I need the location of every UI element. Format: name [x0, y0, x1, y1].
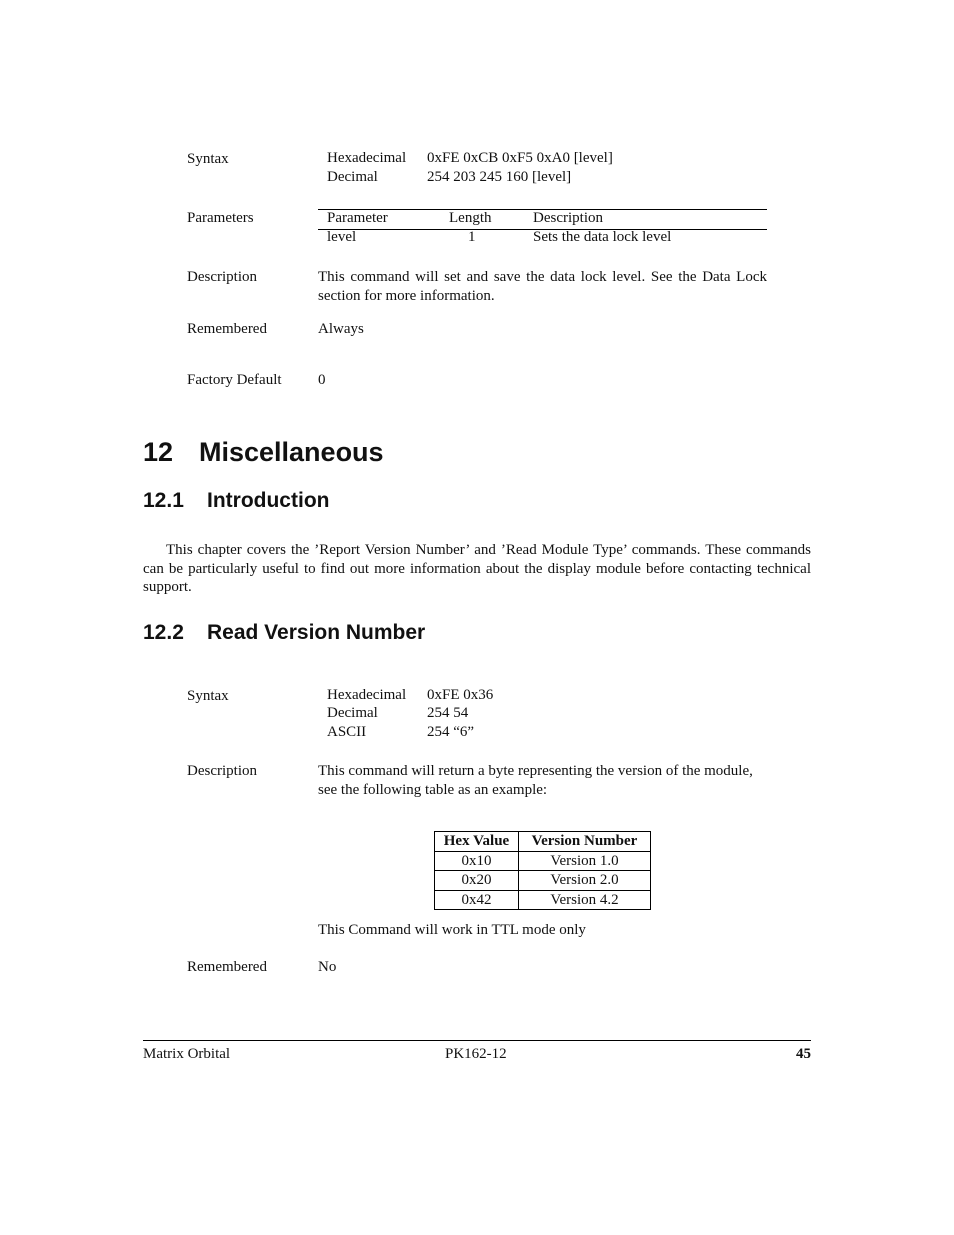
table-cell-version: Version 2.0 [518, 871, 650, 891]
version-table-header-hex: Hex Value [435, 832, 519, 852]
description-label: Description [187, 269, 257, 285]
param-header-length: Length [449, 210, 492, 226]
footer-center: PK162-12 [445, 1046, 507, 1062]
rv-syntax-format-ascii: ASCII [327, 724, 367, 740]
table-row [435, 871, 651, 891]
parameters-label: Parameters [187, 210, 254, 226]
rv-note: This Command will work in TTL mode only [318, 922, 586, 938]
factory-default-value: 0 [318, 372, 326, 388]
section-number: 12 [143, 437, 174, 467]
read-version-title: Read Version Number [207, 621, 426, 644]
rv-description-text: This command will return a byte representing the version of the module, see the following table as an example: [318, 763, 753, 798]
param-row-description: Sets the data lock level [533, 229, 672, 245]
page-number: 45 [796, 1046, 811, 1062]
syntax-label: Syntax [187, 151, 229, 167]
intro-title: Introduction [207, 489, 330, 512]
section-title: Miscellaneous [199, 437, 384, 467]
table-row [435, 851, 651, 871]
footer-rule [143, 1040, 811, 1041]
description-text: This command will set and save the data lock level. See the Data Lock section for more information. [318, 269, 767, 304]
rv-syntax-format-dec: Decimal [327, 705, 378, 721]
version-table-header-row [435, 832, 651, 852]
rv-description-label: Description [187, 763, 257, 779]
table-cell-hex: 0x20 [435, 871, 519, 891]
version-table-header-version: Version Number [518, 832, 650, 852]
param-header-description: Description [533, 210, 603, 226]
remembered-label: Remembered [187, 321, 267, 337]
param-header-parameter: Parameter [327, 210, 388, 226]
table-cell-hex: 0x42 [435, 890, 519, 910]
table-cell-hex: 0x10 [435, 851, 519, 871]
syntax-value-dec: 254 203 245 160 [level] [427, 169, 572, 185]
factory-default-label: Factory Default [187, 372, 282, 388]
syntax-format-hex: Hexadecimal [327, 150, 407, 166]
rv-syntax-value-dec: 254 54 [427, 705, 469, 721]
intro-number: 12.1 [143, 489, 184, 512]
rv-syntax-value-hex: 0xFE 0x36 [427, 687, 494, 703]
param-row-length: 1 [468, 229, 476, 245]
syntax-value-hex: 0xFE 0xCB 0xF5 0xA0 [level] [427, 150, 613, 166]
rv-syntax-format-hex: Hexadecimal [327, 687, 407, 703]
rv-syntax-label: Syntax [187, 688, 229, 704]
rv-remembered-label: Remembered [187, 959, 267, 975]
rv-syntax-value-ascii: 254 “6” [427, 724, 475, 740]
param-row-parameter: level [327, 229, 357, 245]
version-table [434, 831, 651, 910]
rv-remembered-value: No [318, 959, 337, 975]
read-version-number: 12.2 [143, 621, 184, 644]
table-row [435, 890, 651, 910]
intro-body: This chapter covers the ’Report Version Number’ and ’Read Module Type’ commands. These commands can be particularly useful to find out more information about the display module before contacting technical support. [143, 542, 811, 595]
syntax-format-dec: Decimal [327, 169, 378, 185]
table-cell-version: Version 4.2 [518, 890, 650, 910]
footer-left: Matrix Orbital [143, 1046, 231, 1062]
remembered-value: Always [318, 321, 364, 337]
table-cell-version: Version 1.0 [518, 851, 650, 871]
